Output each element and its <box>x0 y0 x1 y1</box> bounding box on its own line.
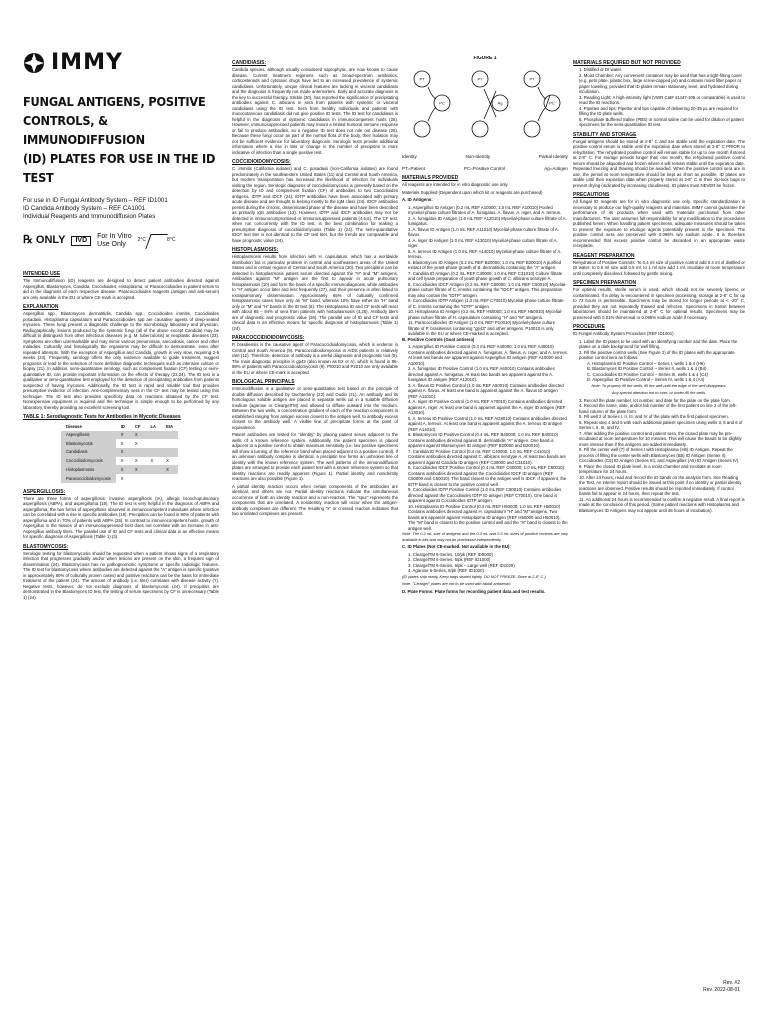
cleargel-note: Note: "Cleargel" plates are not to be used with rabbit antiserum. <box>402 581 512 586</box>
materials-required-heading: MATERIALS REQUIRED BUT NOT PROVIDED <box>573 60 681 66</box>
reagent-prep-heading: REAGENT PREPARATION <box>573 252 635 259</box>
title-line-3: (ID) PLATES FOR USE IN THE ID TEST <box>23 151 216 185</box>
temperature-limit-symbol <box>138 234 176 249</box>
well-circle <box>472 121 488 137</box>
list-item: 7. Candida ID Antigen (0.2 mL REF C30000; 1.0 mL REF C31010) Culture filtrate and cell lysate preparation of yeast-phase growth of C. albicans serotype A. <box>408 270 563 281</box>
specimen-prep-text: For optimal results, sterile serum is used, which should not be severely lipemic or contaminated. If a delay is encountered in specimen processing, storage at 2-8° C for up to 72 hours is permissible. Specimens may be stored for longer periods at < -20° C, provided they are not repeatedly thawed and refrozen. Specimens in transit between laboratories should be maintained at 2-8° C for optimal results. Specimens may be preserved with 0.01% thimerosal or 0.095% sodium azide if necessary. <box>573 287 745 320</box>
figure1-caption <box>402 166 568 172</box>
list-item: 5. A. terreus ID Antigen (1.0 mL REF A14010) Mycelial-phase culture filtrate of A. terreus. <box>408 248 562 259</box>
table-cell <box>161 431 178 440</box>
precipitin-line <box>428 87 436 99</box>
candidiasis-text: Candida species, although usually considered saprophytic, are now known to cause disease. Current treatment regimens such as broad-spectrum antibiotics, corticosteroids and cytotoxic drugs have led to an increased prevalence of systemic candidiasis. Unfortunately, unique clinical features are lacking in visceral candidiasis and the diagnosis is frequently not made antemortem. Early and accurate diagnosis is the key to successful therapy. Stickle (30), has reported the significance of precipitating antibodies against C. albicans in sera from patients with systemic or visceral candidiasis using the ID test. Sera from healthy individuals and patients with mucocutaneous candidiasis did not give positive ID tests. The ID test for candidiasis is helpful in the diagnosis of systemic candidiasis in immunocompetent hosts (26). However, immunosuppressed patients may mount a limited humoral immune response or fail to produce antibodies, so a negative ID test does not rule out disease (26). Because these fungi occur as part of the normal flora of the body, their isolation may not be sufficient evidence for laboratory diagnosis. Serologic tests provide additional information where a rise in titer or change in the number of precipitins is more indicative of infection than a single positive test. <box>232 67 398 155</box>
list-item: 3. A. flavus ID Antigen (1.0 mL REF A11010) Mycelial-phase culture filtrate of A. flavus. <box>408 226 559 237</box>
id-plates-list <box>402 552 568 574</box>
table-row <box>61 439 178 448</box>
table-cell: X <box>130 431 146 440</box>
list-item: 1. CleargelTM 6-Series, 10/pk (REF ID6000) <box>408 551 493 557</box>
table-cell: Aspergillosis <box>61 431 116 440</box>
table-row <box>61 448 178 457</box>
table-row <box>61 457 178 466</box>
figure1-title: FIGURE 1 <box>473 56 497 61</box>
list-item: 11. Paracoccidioides ID Antigen (1.0 mL REF P10010) Mycelial-phase culture filtrate of P. brasiliensis containing "gp43" and other antigens. P10010 is only available in the EU or where CE-marked is accepted. <box>408 320 556 336</box>
biological-principals-heading: BIOLOGICAL PRINCIPALS <box>232 379 295 385</box>
stability-heading: STABILITY AND STORAGE <box>573 131 637 138</box>
list-item: 9. Coccidioides IDTP Antigen (1.0 mL REF C70010) Mycelial-phase culture filtrate of C. immitis containing the "IDTP" antigen. <box>408 298 564 309</box>
precipitin-line <box>538 87 546 99</box>
list-item: 3. CleargelTM 6-Series, 6/pk – Large well (REF ID1029) <box>408 562 515 568</box>
histoplasmosis-heading: HISTOPLASMOSIS: <box>232 247 279 253</box>
antigens-list <box>402 205 568 337</box>
precautions-heading: PRECAUTIONS <box>573 192 610 198</box>
materials-provided-intro: All reagents are intended for in vitro diagnostic use only. <box>402 182 509 187</box>
table-header: Disease <box>66 424 82 429</box>
list-item: 2. Fill the positive control wells (See Figure 2) of the ID plates with the appropriate positive control sera as follows: <box>579 349 735 360</box>
list-item: 4. Record the name, date, and/or lab number of the first patient on line 2 of the left-hand column of the plate form. <box>579 403 737 414</box>
list-item: 5. Fill well 2 of Series I, II, III, and IV of the plate with the first patient specimen. <box>579 414 729 419</box>
list-item: 1. Aspergillus ID Positive Control (0.4 mL REF A40000; 1.0 mL REF A40010) Contains antibodies directed against A. fumigatus, A. flavus, A. niger, and A. terreus. At least two bands are apparent against Aspergillus ID antigen (REF A10000 and A10010). <box>408 344 568 366</box>
well-label: PC <box>439 100 445 105</box>
temp-low: 2°C <box>137 237 147 244</box>
stability-text: Fungal antigens should be stored at 2-8° C and are stable until the expiration date. The positive control serum is stable until the expiration date when stored at 2-8° C PRIOR to rehydration. The rehydrated positive control will remain stable for up to one month if stored at 2-8° C. For storage periods longer than one month, the rehydrated positive control serum should be aliquotted and frozen where it will remain stable until the expiration date. Repeated freezing and thawing should be avoided. When the positive control sera are in use, the period at room temperature should be kept as short as possible. ID plates are stable until their expiration date when properly stored at 2-8° C in their zip-lock bags to prevent drying (indicated by increasing cloudiness). ID plates must NEVER be frozen. <box>573 138 745 188</box>
list-item: 3. Record the plate number, lot number, and date for the plate on the plate form. <box>579 397 731 403</box>
biological-principals-p2: Patient antibodies are tested for "identity" by placing patient serum adjacent to the wells of a known reference system. Additionally, the patient specimen is placed adjacent to a positive control to obtain maximum sensitivity (i.e. low positive specimens will show a turning of the reference band when placed adjacent to a positive control). If an unknown antibody complex is identical, a precipitin line forms an unbroken line of identity with the known reference system. The well patterns of the immunodiffusion plates are arranged to provide each patient test with a known reference system so that identity reactions are readily apparent (Figure 1). Partial identity and nonidentity reactions are also possible (Figure 1). <box>232 432 398 481</box>
list-item: 10. After 24 hours, read and record the ID bands on the analysis form. See Reading the Test. An interim report should be issued at this point if no identity or partial identity reactions are observed. Positive results should be reported immediately. If control bands fail to appear in 24 hours, then repeat the test. <box>579 474 742 496</box>
temp-high: 8°C <box>167 237 176 244</box>
list-item: 2. A. fumigatus ID Antigen (1.0 mL REF A12010) Mycelial-phase culture filtrate of A. fumigatus. <box>408 215 567 226</box>
list-item: 1. Label the ID plates to be used with an identifying number and the date. Place the plates on a dark background for well filling. <box>579 338 738 349</box>
table-cell: X <box>161 465 178 474</box>
intended-use-text: The Immunodiffusion (ID) reagents are designed to detect patient antibodies directed against Aspergillus, Blastomyces, Candida, Coccidioides, Histoplasma, or Paracoccidioides in patient serum to aid in the diagnosis of each respective disease. Paracoccidioides reagents (antigen and anti-serum) are only available in the EU or where CE-mark is accepted. <box>23 278 219 300</box>
list-item: 2. A. fumigatus ID Positive Control (1.0 mL REF A60010) Contains antibodies directed against A. fumigatus. At least two bands are apparent against the A. fumigatus ID antigen (REF A12010). <box>408 366 555 382</box>
brand-logo <box>23 52 219 74</box>
table-cell: X <box>120 440 124 446</box>
list-item: 10. Histoplasma ID Antigen (0.2 mL REF H50000; 1.0 mL REF H50010) Mycelial-phase culture filtrate of H. capsulatum containing "H" and "M" antigens. <box>408 309 563 320</box>
biological-principals-p3: A partial identity reaction occurs when certain components of the antibodies are identical, and others are not. Partial identity reactions indicate the simultaneous occurrence of both an identity reaction and a non-reaction. The "spur" represents the components that are unrelated. A nonidentity reaction will occur when the antigen-antibody complexes are different. The resulting "x" or crossed reaction indicates that two unrelated complexes are present. <box>232 483 398 516</box>
figure1-reaction-labels <box>402 154 568 160</box>
table-cell <box>161 448 178 457</box>
ivd-text <box>97 233 132 249</box>
table-cell <box>145 431 161 440</box>
column-2 <box>232 56 398 519</box>
table-cell <box>130 448 146 457</box>
coccidioidomycosis-text: C. immitis (California isolates) and C. posadasii (non-California isolates) are found predominately in the southwestern United States (11) and Central and South America, but modern transportation has increased the likelihood of infection for individuals visiting the region. Serologic diagnosis of coccidioidomycosis is generally based on the detection by ID and complement fixation (CF) of antibodies to two Coccidioides antigens, IDTP and IDCF (24). IDTP antibodies have been associated with primary acute disease and are thought to belong mostly to the IgM class (24). IDCF antibodies persist during the chronic, disseminated phase of the disease and have been described as primarily IgG antibodies (12). However, IDTP and IDCF antibodies may not be detected in immunocompromised or immunosuppressed patients (4,5,6). The CF test, when run concurrently with the ID test, is the best combination for making a presumptive diagnosis of coccidioidomycosis (Table 1) (24). The semi-quantitative IDCF test titer is not identical to the CF test titer, but the trends are comparable and have prognostic value (24). <box>232 166 398 243</box>
list-item: 3. Reading Light: A high-intensity light (VWR Cat# 41447-105 or comparable) is used to read the ID reactions. <box>579 94 745 105</box>
table-cell: X <box>130 465 146 474</box>
table-cell <box>145 439 161 448</box>
materials-supplied: Materials Supplied (Dependent upon which kit or reagents are purchased) <box>402 189 543 195</box>
table-cell <box>145 465 161 474</box>
table-cell <box>161 474 178 483</box>
revision-number: Rev. #2 <box>723 980 740 986</box>
precipitin-line <box>484 89 496 117</box>
aspergillosis-heading: ASPERGILLOSIS: <box>23 488 66 495</box>
table-cell <box>145 448 161 457</box>
list-item: 4. Pipettes and tips: Pipettor and tips capable of delivering 20-35 µL are required for filling the ID plate wells. <box>579 105 739 116</box>
table-cell: Paracoccidioidomycosis <box>61 474 116 483</box>
caption-pc: PC=Positive Control <box>463 165 506 171</box>
table-cell: X <box>150 458 154 464</box>
procedure-note-2: Any special attention not to over- or under-fill the wells. <box>611 390 707 395</box>
table-row <box>61 474 178 483</box>
list-item: 6. Repeat step 4 and 5 with each additional patient specimen using wells 3, 5 and 6 of Series I, II, III, and IV. <box>579 419 743 430</box>
note-b: Note: The 0.2 mL size of antigens and the 0.4 mL and 0.5 mL sizes of positive controls are only available in kits and may not be purchased independently. <box>402 531 568 542</box>
well-label: PT <box>477 76 483 81</box>
reaction-label: Non-Identity <box>465 154 491 159</box>
table-cell: Histoplasmosis <box>61 465 116 474</box>
column-3 <box>402 56 568 596</box>
coccidioidomycosis-heading: COCCIDIOIDOMYCOSIS: <box>232 159 291 165</box>
list-item: 8. Coccidioides IDCF Positive Control (0.4 mL REF C60000; 1.0 mL REF C60010) Contains antibodies directed against the Coccidioides IDCF ID antigen (REF C50000 and C50010). The band closest to the antigen well is IDCF. If apparent, the IDTP band is closest to the positive control well. <box>408 465 567 487</box>
list-item: 4. Agarose 6-Series, 6/pk (REF ID1020) <box>408 568 484 573</box>
table-header: LA <box>150 424 157 429</box>
list-item: C. Coccidioides ID Positive Control – Series III, wells 1 & 4 (C4) <box>587 371 709 377</box>
ivd-text-line-1: For In Vitro <box>97 233 132 240</box>
precipitin-line <box>428 107 436 121</box>
figure1-diagram <box>402 65 568 151</box>
revision-info <box>703 980 740 994</box>
section-a-title: A. ID Antigens: <box>402 197 433 202</box>
subtitle-line-1: For use in ID Fungal Antibody System – REF ID1001 <box>23 197 168 204</box>
intended-use-heading: INTENDED USE <box>23 271 61 277</box>
table-cell: X <box>116 448 130 457</box>
table-cell: X <box>120 458 124 464</box>
list-item: 5. Phosphate Buffered Saline (PBS) or normal saline can be used for dilution of patient specimens for the semi-quantitative ID test. <box>579 116 744 127</box>
immy-logo-icon <box>23 52 45 74</box>
candidiasis-heading: CANDIDIASIS: <box>232 60 267 66</box>
list-item: 10. Histoplasma ID Positive Control (0.4 mL REF H60000; 1.0 mL REF H60010) Contains antibodies directed against H. capsulatum "H" and "M" antigens. Two bands are apparent against Histoplasma ID antigen (REF H50000 and H50010). The "M" band is closest to the positive control well and the "H" band is closest to the antigen well. <box>408 503 568 531</box>
list-item: B. Blastomyces ID Positive Control – Series II, wells 1 & 4 (B4) <box>587 366 707 371</box>
title-line-1: FUNGAL ANTIGENS, POSITIVE <box>23 94 206 109</box>
plates-note: (ID plates ship ready. Keep bags sealed tightly. DO NOT FREEZE. Store at 2-8° C.) <box>402 573 546 579</box>
reaction-label: Identity <box>402 154 417 159</box>
section-c-title: C. ID Plates (Not CE-marked. Not available in the EU): <box>402 544 511 549</box>
well-circle <box>414 121 430 137</box>
list-item: 8. Fill the center well (7) of Series I with Histoplasma (H5) ID Antigen. Repeat the process of filling the center wells with Blastomyces (B5) ID Antigen (Series II), Coccidioides (C5) ID Antigen (Series III), and Aspergillus (A5) ID Antigen (Series IV). <box>579 447 740 463</box>
list-item: 1. Distilled or DI water. <box>579 67 622 72</box>
table-cell: X <box>134 440 138 446</box>
table-cell: X <box>120 475 124 481</box>
procedure-sub-steps <box>573 361 745 383</box>
materials-required-list <box>573 67 745 128</box>
ivd-symbol: IVD <box>71 236 91 246</box>
table-cell <box>145 474 161 483</box>
caption-pt: PT=Patient <box>402 165 425 171</box>
aspergillosis-text: There are three forms of aspergillosis: invasive aspergillosis (IA), allergic bronchopulmonary aspergillosis (ABPA), and aspergilloma (19). The ID test is very helpful in the diagnosis of ABPA and aspergilloma, the two forms of aspergillosis observed in immunocompetent individuals where infection can be correlated with a rise in specific antibodies (19). Precipitins can be found in 90% of patients with aspergilloma and in 70% of patients with ABPA (26). In contrast to immunocompetent hosts, growth of Aspergillus in the tissues of an immunosuppressed host does not correlate with an increase in anti-Aspergillus antibody titers. The parallel use of ID and CF tests and clinical data is an effective means for specific diagnosis of Aspergillosis (Table 1) (3). <box>23 495 219 540</box>
well-label: Ag <box>497 100 503 105</box>
column-1 <box>23 52 219 602</box>
well-label: PT <box>419 76 425 81</box>
table-cell <box>130 474 146 483</box>
table-header: CF <box>134 424 141 429</box>
paracoccidioidomycosis-text: P. brasiliensis is the causative agent of Paracoccidioidomycosis, which is endemic in Central and South America (9). Paracoccidioidomycosis in AIDS patients is relatively rare (12). Therefore, detection of antibody is a useful diagnostic and prognostic tool (9). The main diagnostic precipitin is gp43 (also known as E2 or A), which is found in 95-98% of patients with Paracoccidioidomycosis (9). PI0010 and P2010 are only available in the EU or where CE-mark is accepted. <box>232 342 398 375</box>
list-item: 7. Candida ID Positive Control (0.4 mL REF C40000; 1.0 mL REF C41010) Contains antibodies directed against C. albicans serotype A. At least two bands are apparent against Candida ID antigen (REF C30000 and C31010). <box>408 448 566 465</box>
list-item: 4. A. niger ID Positive Control (1.0 mL REF A70010) Contains antibodies directed against A. niger. At least one band is apparent against the A. niger ID antigen (REF A13010). <box>408 399 566 415</box>
procedure-note: Note: To properly fill the wells, fill the well until the edge of the well disappears. <box>591 382 727 388</box>
list-item: 2. CleargelTM 6-Series, 6/pk (REF ID1000) <box>408 557 491 562</box>
ivd-text-line-2: Use Only <box>97 241 126 248</box>
caption-ag: Ag=Antigen <box>544 165 568 171</box>
well-label: PC <box>549 100 555 105</box>
explanation-text: Aspergillus spp., Blastomyces dermatitidis, Candida spp., Coccidioides immitis, Coccidioides posadasii, Histoplasma capsulatum and Paracoccidioides spp are causative agents of deep-seated mycoses. These fungi present a diagnostic challenge to the microbiology laboratory and physician. Radiographically, lesions produced by the systemic fungi (all of the above except Candida) may be difficult to distinguish from other infectious diseases (e.g. M. tuberculosis) or neoplastic diseases (23). Symptoms are often unremarkable and may mimic various pneumonias, sarcoidosis, cancer and other maladies. Culturally and histologically the organisms may be difficult to demonstrate, even after repeated attempts. With the exception of Aspergillus and Candida, growth is very slow, requiring 2-6 weeks (24). Frequently, serology offers the only evidence available to guide treatment, suggest prognosis or lead to the selection of more definitive diagnostic techniques such as intensive culture or biopsy (21). In addition, semi-quantitative serology, such as complement fixation (CF) testing or semi-quantitative ID, can provide important information on the effects of therapy (23,24). The ID test is a qualitative or semi-quantitative test employed for the detection of precipitating antibodies from patients suspected of having mycoses. Additionally, the ID test is rapid and reliable tool that provides presumptive evidence of infection. Anti-complementary sera in the CF test may be tested using this technique. The ID test also provides specificity data on reactions obtained by the CF test. Nonexpensive equipment is required and the technique is simple enough to be performed by any laboratory, thereby providing an excellent screening tool. <box>23 311 219 410</box>
explanation-heading: EXPLANATION <box>23 304 59 310</box>
table-cell: X <box>166 458 169 464</box>
biological-principals-p1: Immunodiffusion is a qualitative or semi-quantitative test based on the principle of double diffusion described by Ouchterlony (22) and Oudin (21). An antibody and its homologous soluble antigen are placed in separate wells cut in a suitable diffusion medium (agarose or CleargelTM) and allowed to diffuse outward into the medium. Between the two wells, a concentration gradient of each of the reaction components is established ranging from antigen excess closest to the antigen well, to antibody excess closest to the antibody well. A visible line of precipitate forms at the point of equivalence. <box>232 386 398 430</box>
regulatory-symbols <box>23 233 219 249</box>
procedure-heading: PROCEDURE <box>573 324 605 330</box>
table-cell: X <box>116 431 130 440</box>
table-header-row <box>61 423 178 431</box>
list-item: A. Histoplasma ID Positive Control – Series I, wells 1 & 4 (H6) <box>587 360 705 366</box>
list-item: 2. Moist Chamber: Any convenient container may be used that has a tight-fitting cover (e.g. petri plate, plastic box, large screw-capped jar) and contains moist filter paper or paper toweling, provided that ID plates remain stationary, level, and hydrated during incubation. <box>579 72 742 94</box>
section-d: D. Plate Forms: Plate forms for recording patient data and test results. <box>402 588 546 594</box>
subtitle <box>23 197 219 221</box>
subtitle-line-3: Individual Reagents and Immunodiffusion Plates <box>23 213 156 220</box>
list-item: 7. After adding the positive control and patient sera, the closed plate may be pre-incubated at room temperature for 10 minutes. This will cause the bands to be slightly more intense than if the antigens are added immediately. <box>579 430 742 447</box>
table-cell: X <box>116 465 130 474</box>
list-item: 6. Blastomyces ID Positive Control (0.4 mL REF B40000; 1.0 mL REF B40010) Contains antibodies directed against B. dermatitidis "A" antigen. One band is apparent against Blastomyces ID antigen (REF B20000 and B20010). <box>408 432 558 448</box>
precautions-text: All fungal ID reagents are for in vitro diagnostic use only. Specific standardization is necessary to produce our high-quality reagents and materials. IMMY cannot guarantee the performance of its products when used with materials purchased from other manufacturers. The user assumes full responsibility for any modification to the procedures published herein. When handling patient specimens, adequate measures should be taken to prevent the exposure to etiologic agents potentially present in the specimen. The positive control sera are preserved with 0.095% w/v sodium azide. It is therefore recommended that excess positive control be discarded in an appropriate waste receptacle. <box>573 199 745 248</box>
precipitin-line <box>484 91 496 119</box>
list-item: 5. A. terreus ID Positive Control (1.0 mL REF AG8010) Contains antibodies directed against A. terreus. At least one band is apparent against the A. terreus ID antigen (REF A14010). <box>408 415 567 432</box>
procedure-steps-a <box>573 339 745 361</box>
reagent-prep-text: Rehydration of Positive Controls: To 0.4 ml size of positive control add 0.4 ml of distilled or DI water; to 0.5 ml size add 0.5 ml; to 1 ml size add 1 ml. Incubate at room temperature until completely dissolved, followed by gentle mixing. <box>573 259 745 276</box>
document-title <box>23 92 219 187</box>
title-line-2: CONTROLS, & IMMUNODIFFUSION <box>23 113 145 147</box>
procedure-steps-b <box>573 398 745 514</box>
positive-controls-list <box>402 344 568 531</box>
reaction-label: Partial Identity <box>538 154 568 159</box>
column-4 <box>573 56 745 513</box>
rx-only-symbol: ℞ ONLY <box>23 234 66 247</box>
thermometer-icon <box>145 234 167 249</box>
list-item: 9. Place the closed ID plate level, in a moist chamber and incubate at room temperature for 24 hours. <box>579 463 722 474</box>
table-header: ID <box>120 424 125 429</box>
table-row <box>61 431 178 440</box>
table-cell: Blastomycosis <box>61 439 116 448</box>
subtitle-line-2: ID Candida Antibody System – REF CA1001 <box>23 205 146 212</box>
list-item: 3. A. flavus ID Positive Control (1.0 mL REF A50010) Contains antibodies directed against A. flavus. At least one band is apparent against the A. flavus ID antigen (REF A11010). <box>408 382 564 399</box>
table-cell: Candidiasis <box>61 448 116 457</box>
paracoccidioidomycosis-heading: PARACOCCIDIOIDOMYCOSIS: <box>232 335 305 341</box>
blastomycosis-text: Serologic testing for blastomycosis should be requested when a patient shows signs of a respiratory infection that progresses gradually and/or when lesions are present on the skin, a frequent sign of dissemination (24). Blastomycosis has no pathognomonic symptoms or specific radiologic features. The ID test for blastomycosis where antibodies are detected against the "A" antigen is specific (positive in approximately 80% of culturally proven cases) and positive reactions can be the basis for immediate treatment of the patient (24). The amount of antibody (i.e. titer) correlates with disease activity (?). Negative tests, however, do not exclude diagnosis of blastomycosis (24). If precipitins are demonstrated in the Blastomyces ID test, the testing of serum specimens by CF is unnecessary (Table 1) (24). <box>23 550 219 600</box>
section-b-title: B. Positive Controls (Goat antisera) <box>402 336 475 342</box>
procedure-intro: ID Fungal Antibody System Procedure (REF ID1001) <box>573 331 674 336</box>
well-label: PT <box>529 76 535 81</box>
histoplasmosis-text: Histoplasmosis results from infection with H. capsulatum, which has a worldwide distribution but is particular problem in central and southeastern areas of the United States and in certain regions of Central and South America (30). Two precipitins can be detected in histoplasmosis patient serum directed against the "H" and "M" antigens. Antibodies against "M" antigen are the first to appear in acute pulmonary histoplasmosis (10) and form the basis of a specific immunodiagnosis, while antibodies to "H" antigen occur later and less frequently (27), and their presence is often linked to extrapulmonary dissemination. Approximately 65% of culturally confirmed histoplasmosis cases have only an "M" band, whereas 10% have either an "H" band only or "M" and "H" bands in the ID test (6). The Histoplasma ID and CF tests will react with about 85 – 94% of sera from patients with histoplasmosis (4,26). Antibody titers are of diagnostic and prognostic value (26). The parallel use of ID and CF tests and clinical data is an effective means for specific diagnosis of histoplasmosis (Table 1) (24). <box>232 254 398 331</box>
revision-date: Rev. 2022-08-01 <box>703 987 740 993</box>
table-header: EIA <box>166 424 174 429</box>
materials-provided-heading: MATERIALS PROVIDED <box>402 175 459 181</box>
table-cell <box>161 439 178 448</box>
brand-name: IMMY <box>51 52 123 76</box>
well-circle <box>524 121 540 137</box>
list-item: 4. A. niger ID Antigen (1.0 mL REF A13010) Mycelial-phase culture filtrate of A. niger. <box>408 237 558 248</box>
table1-caption: TABLE 1: Serodiagnostic Tests for Antibodies in Mycotic Diseases <box>23 414 181 420</box>
list-item: 11. An additional 24 hours is recommended to confirm a negative result. A final report is made at the conclusion of this period. (Some patient reactions with Histoplasma and Blastomyces ID Antigens may not appear until 48 hours of incubation). <box>579 496 745 513</box>
table-row <box>61 465 178 474</box>
table-cell: X <box>134 458 138 464</box>
precipitin-line <box>538 95 550 121</box>
serodiagnostic-table <box>61 423 178 483</box>
list-item: 6. Blastomyces ID Antigen (0.2 mL REF B20000; 1.0 mL REF B20010) A purified extract of the yeast-phase growth of B. dermatitidis containing the "A" antigen. <box>408 259 562 270</box>
list-item: D. Aspergillus ID Positive Control – Series IV, wells 1 & 4 (A4) <box>587 377 705 382</box>
blastomycosis-heading: BLASTOMYCOSIS: <box>23 543 69 550</box>
table-cell: Coccidioidomycosis <box>61 457 116 466</box>
specimen-prep-heading: SPECIMEN PREPARATION <box>573 280 637 286</box>
list-item: 1. Aspergillus ID Antigen (0.2 mL REF A10000; 1.0 mL REF A10010) Pooled mycelial-phase culture filtrates of A. fumigatus, A. flavus, A. niger, and A. terreus. <box>408 204 562 215</box>
list-item: 9. Coccidioides IDTP Positive Control (1.0 mL REF C80010) Contains antibodies directed against the Coccidioides IDTP ID antigen (REF C70010). One band is apparent against Coccidioides IDTP antigen. <box>408 487 562 503</box>
list-item: 8. Coccidioides IDCF Antigen (0.2 mL REF C50000; 1.0 mL REF C50010) Mycelial-phase culture filtrate of C. immitis containing the "IDCF" antigen. This preparation may also contain the "IDTP" antigen. <box>408 281 567 298</box>
